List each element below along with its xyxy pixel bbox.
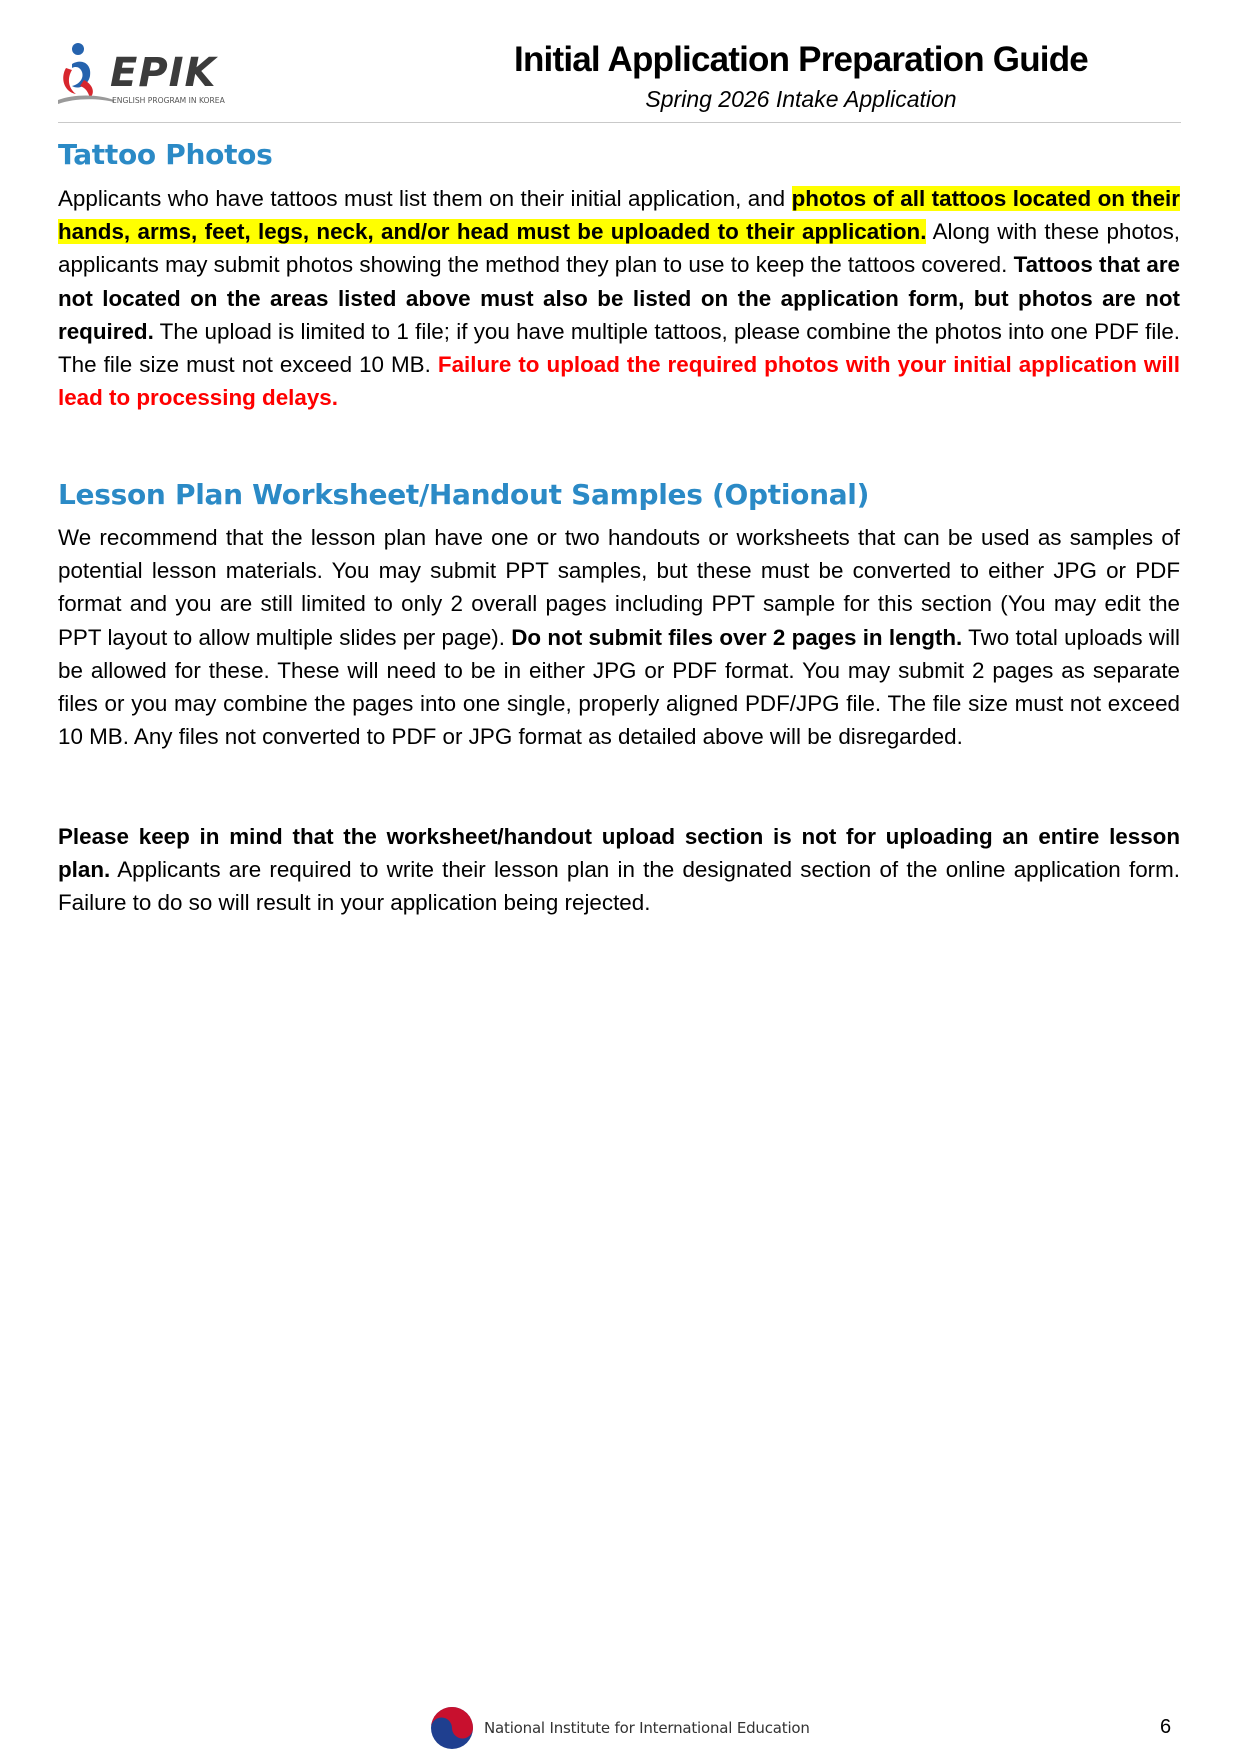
- lesson-plan-reminder-paragraph: [58, 820, 1180, 920]
- text-run: Applicants who have tattoos must list them on their initial application, and: [58, 186, 792, 211]
- section-heading-tattoo-photos: Tattoo Photos: [58, 138, 273, 171]
- epik-logo: [58, 40, 248, 112]
- text-run: Applicants are required to write their lesson plan in the designated section of the online application form. Failure to do so will result in your application being rejected.: [58, 857, 1180, 916]
- section-heading-lesson-plan-samples: Lesson Plan Worksheet/Handout Samples (Optional): [58, 478, 870, 511]
- page-header: [58, 30, 1181, 123]
- warning-text: Failure to upload the required photos with your initial application will lead to processing delays.: [58, 352, 1180, 411]
- tattoo-photos-paragraph: [58, 182, 1180, 414]
- page-number: 6: [1160, 1716, 1172, 1738]
- text-run: The upload is limited to 1 file; if you have multiple tattoos, please combine the photos into one PDF file. The file size must not exceed 10 MB.: [58, 318, 1180, 378]
- page-footer: [430, 1706, 810, 1750]
- document-title: Initial Application Preparation Guide: [514, 40, 1088, 79]
- text-run: Two total uploads will be allowed for these. These will need to be in either JPG or PDF format. You may submit 2 pages as separate files or you may combine the pages into one single, properly aligned PDF/JPG file. The file size must not exceed 10 MB. Any files not converted to PDF or JPG format as detailed above will be disregarded.: [58, 624, 1180, 750]
- highlighted-text: photos of all tattoos located on their hands, arms, feet, legs, neck, and/or head must be uploaded to their application.: [58, 186, 1180, 245]
- epik-tagline: ENGLISH PROGRAM IN KOREA: [112, 96, 225, 105]
- lesson-plan-paragraph: [58, 521, 1180, 753]
- bold-text: Please keep in mind that the worksheet/handout upload section is not for uploading an entire lesson plan.: [58, 824, 1180, 883]
- epik-wordmark: EPIK: [110, 50, 217, 96]
- bold-text: Do not submit files over 2 pages in length.: [511, 624, 963, 650]
- document-subtitle: Spring 2026 Intake Application: [645, 86, 957, 112]
- text-run: We recommend that the lesson plan have one or two handouts or worksheets that can be used as samples of potential lesson materials. You may submit PPT samples, but these must be converted to either JPG or PDF format and you are still limited to only 2 overall pages including PPT sample for this section (You may edit the PPT layout to allow multiple slides per page).: [58, 525, 1180, 650]
- bold-text: Tattoos that are not located on the areas listed above must also be listed on the application form, but photos are not required.: [58, 252, 1180, 344]
- text-run: Along with these photos, applicants may submit photos showing the method they plan to use to keep the tattoos covered.: [58, 219, 1180, 278]
- title-block: [421, 30, 1181, 112]
- taegeuk-icon: [430, 1706, 474, 1750]
- institution-name: National Institute for International Education: [484, 1719, 810, 1737]
- epik-logo-graphic: [58, 40, 248, 112]
